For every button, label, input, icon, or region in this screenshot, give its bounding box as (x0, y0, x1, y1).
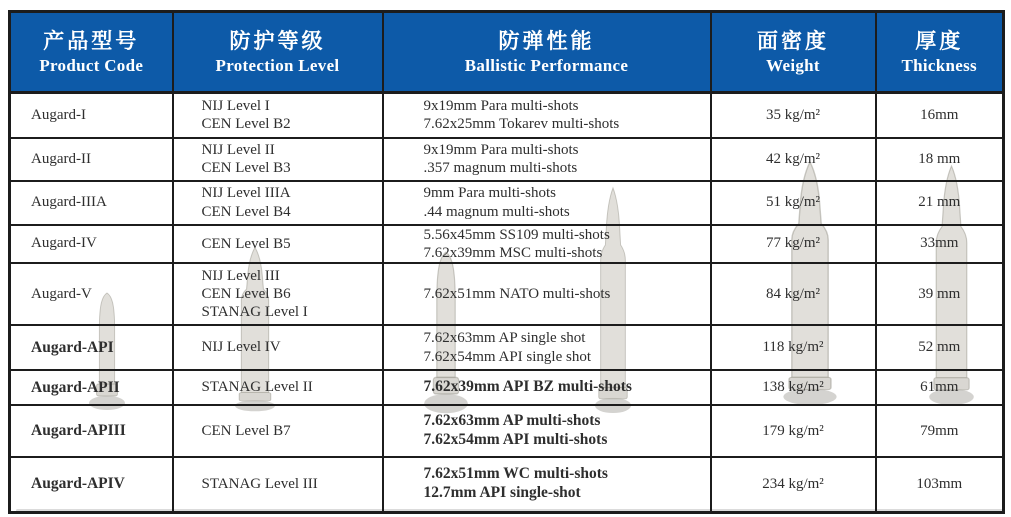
ballistic-performance-cell: 9x19mm Para multi-shots 7.62x25mm Tokarev multi-shots (383, 93, 711, 138)
product-code-cell: Augard-I (10, 93, 173, 138)
weight-cell: 84 kg/m² (711, 263, 876, 325)
table-row (10, 405, 1004, 457)
ballistic-performance-cell: 7.62x63mm AP multi-shots 7.62x54mm API multi-shots (383, 405, 711, 457)
product-code-cell: Augard-APIV (10, 457, 173, 512)
table-row (10, 325, 1004, 370)
ballistic-performance-cell: 7.62x39mm API BZ multi-shots (383, 370, 711, 405)
protection-level-cell: NIJ Level IIIA CEN Level B4 (173, 181, 383, 225)
header-product-code-en: Product Code (39, 55, 144, 75)
thickness-cell: 21 mm (876, 181, 1004, 225)
weight-cell: 42 kg/m² (711, 138, 876, 181)
header-ballistic-performance-zh: 防弹性能 (498, 29, 595, 54)
header-row (10, 12, 1004, 93)
protection-level-cell: CEN Level B7 (173, 405, 383, 457)
header-ballistic-performance (383, 12, 711, 93)
product-code-cell: Augard-V (10, 263, 173, 325)
thickness-cell: 79mm (876, 405, 1004, 457)
thickness-cell: 103mm (876, 457, 1004, 512)
weight-cell: 35 kg/m² (711, 93, 876, 138)
spec-table (8, 10, 1005, 514)
header-protection-level-zh: 防护等级 (229, 29, 326, 54)
thickness-cell: 33mm (876, 225, 1004, 264)
weight-cell: 179 kg/m² (711, 405, 876, 457)
ballistic-performance-cell: 7.62x63mm AP single shot 7.62x54mm API single shot (383, 325, 711, 370)
protection-level-cell: CEN Level B5 (173, 225, 383, 264)
header-protection-level (173, 12, 383, 93)
table-row (10, 370, 1004, 405)
header-ballistic-performance-en: Ballistic Performance (464, 55, 629, 75)
thickness-cell: 61mm (876, 370, 1004, 405)
weight-cell: 77 kg/m² (711, 225, 876, 264)
product-code-cell: Augard-API (10, 325, 173, 370)
header-weight (711, 12, 876, 93)
product-code-cell: Augard-IV (10, 225, 173, 264)
protection-level-cell: NIJ Level IV (173, 325, 383, 370)
header-weight-zh: 面密度 (757, 29, 829, 54)
weight-cell: 118 kg/m² (711, 325, 876, 370)
ballistic-performance-cell: 9x19mm Para multi-shots .357 magnum multi-shots (383, 138, 711, 181)
ballistic-performance-cell: 7.62x51mm NATO multi-shots (383, 263, 711, 325)
weight-cell: 138 kg/m² (711, 370, 876, 405)
thickness-cell: 18 mm (876, 138, 1004, 181)
table-row (10, 181, 1004, 225)
table-row (10, 457, 1004, 512)
header-product-code-zh: 产品型号 (43, 29, 140, 54)
protection-level-cell: NIJ Level I CEN Level B2 (173, 93, 383, 138)
thickness-cell: 39 mm (876, 263, 1004, 325)
header-thickness-en: Thickness (901, 55, 977, 75)
weight-cell: 234 kg/m² (711, 457, 876, 512)
product-code-cell: Augard-IIIA (10, 181, 173, 225)
ballistic-performance-cell: 9mm Para multi-shots .44 magnum multi-shots (383, 181, 711, 225)
table-body (10, 93, 1004, 513)
protection-level-cell: NIJ Level III CEN Level B6 STANAG Level I (173, 263, 383, 325)
ballistic-performance-cell: 5.56x45mm SS109 multi-shots 7.62x39mm MSC multi-shots (383, 225, 711, 264)
thickness-cell: 52 mm (876, 325, 1004, 370)
product-code-cell: Augard-II (10, 138, 173, 181)
table-row (10, 93, 1004, 138)
weight-cell: 51 kg/m² (711, 181, 876, 225)
table-row (10, 263, 1004, 325)
header-weight-en: Weight (766, 55, 820, 75)
header-product-code (10, 12, 173, 93)
protection-level-cell: NIJ Level II CEN Level B3 (173, 138, 383, 181)
table-row (10, 225, 1004, 264)
header-protection-level-en: Protection Level (215, 55, 340, 75)
product-code-cell: Augard-APIII (10, 405, 173, 457)
product-code-cell: Augard-APII (10, 370, 173, 405)
ballistic-performance-cell: 7.62x51mm WC multi-shots 12.7mm API single-shot (383, 457, 711, 512)
table-row (10, 138, 1004, 181)
header-thickness-zh: 厚度 (915, 29, 964, 54)
protection-level-cell: STANAG Level II (173, 370, 383, 405)
header-thickness (876, 12, 1004, 93)
protection-level-cell: STANAG Level III (173, 457, 383, 512)
thickness-cell: 16mm (876, 93, 1004, 138)
